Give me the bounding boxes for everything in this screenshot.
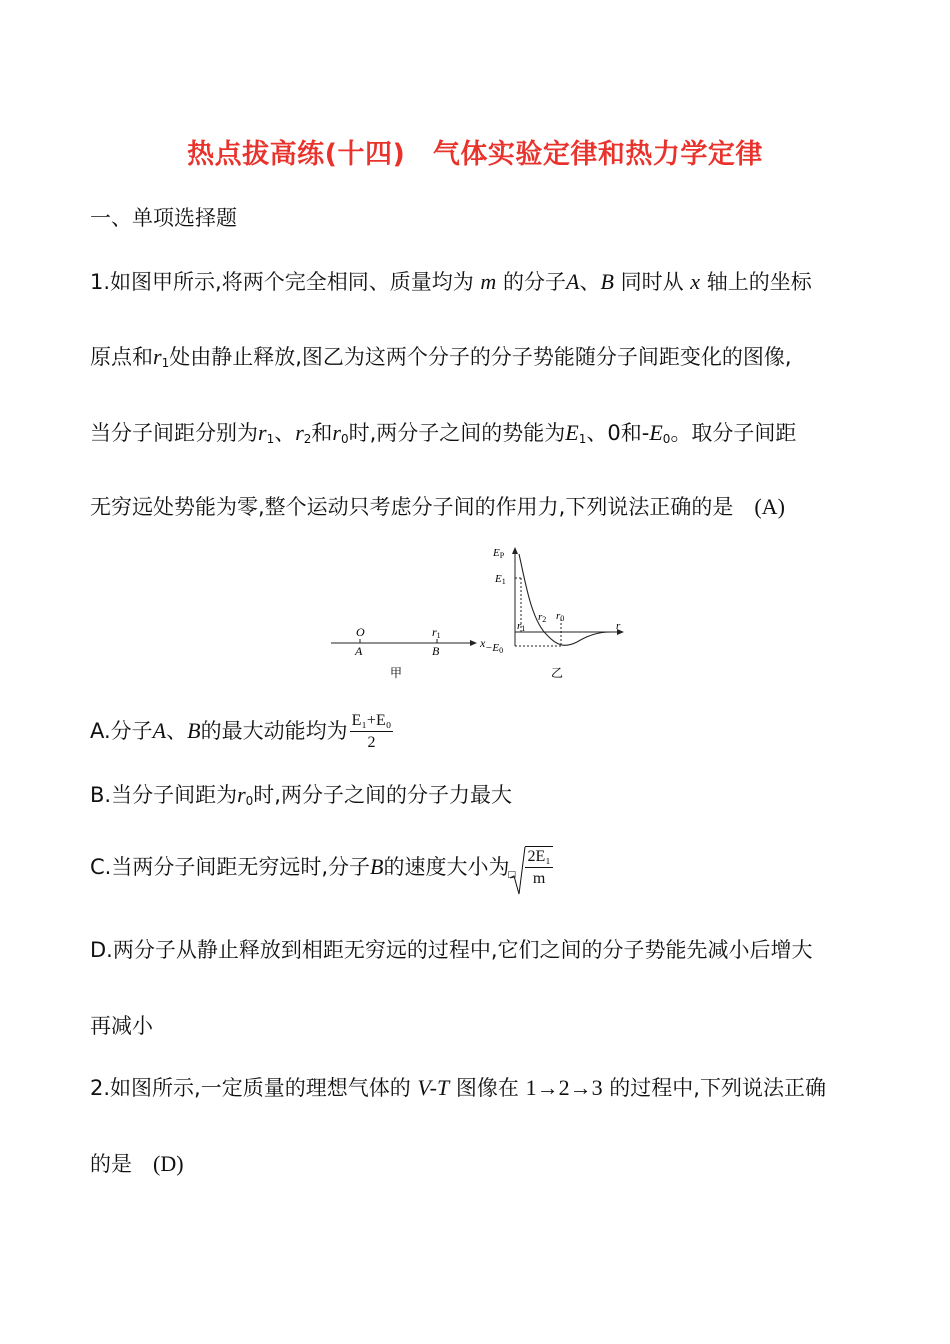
q2-line-2: 的是 (D) xyxy=(90,1151,184,1176)
yi-negE0-label: −E0 xyxy=(485,642,504,655)
q2-answer: (D) xyxy=(153,1151,184,1176)
option-b[interactable]: B.当分子间距为$r_0$时,两分子之间的分子力最大 xyxy=(90,782,512,808)
jia-B-label: B xyxy=(432,644,440,658)
option-c[interactable]: C.当两分子间距无穷远时,分子B的速度大小为 □ $\frac{\text{2E₁}}{m}$ xyxy=(90,846,553,890)
yi-E1-label: E1 xyxy=(495,573,506,586)
q2-line-1: 2.如图所示,一定质量的理想气体的 V-T 图像在 1→2→3 的过程中,下列说法正确 xyxy=(90,1075,826,1100)
yi-caption: 乙 xyxy=(551,666,564,680)
sqrt-expression: □ $\frac{\text{2E₁}}{m}$ xyxy=(509,846,552,890)
jia-r1-label: r1 xyxy=(432,625,441,640)
option-d-cont: 再减小 xyxy=(90,1014,153,1038)
q1-line-1: 1.如图甲所示,将两个完全相同、质量均为 m 的分子A、B 同时从 x 轴上的坐标 xyxy=(90,269,812,294)
fraction-e1-e0-over-2: $\frac{\text{E₁+E₀}}{2}$ xyxy=(351,711,392,751)
jia-O-label: O xyxy=(356,625,365,639)
yi-Ep-label: EP xyxy=(493,547,505,560)
yi-r2-label: r2 xyxy=(538,611,547,624)
q1-line-4: 无穷远处势能为零,整个运动只考虑分子间的作用力,下列说法正确的是 (A) xyxy=(90,494,785,519)
jia-caption: 甲 xyxy=(390,666,403,680)
q1-line-2: 原点和$r_1$处由静止释放,图乙为这两个分子的分子势能随分子间距变化的图像, xyxy=(90,344,792,370)
jia-x-label: x xyxy=(480,636,486,650)
yi-r1-label: r1 xyxy=(517,620,526,633)
q1-answer: (A) xyxy=(754,494,785,519)
figure-jia-yi xyxy=(325,540,645,685)
option-d[interactable]: D.两分子从静止释放到相距无穷远的过程中,它们之间的分子势能先减小后增大 xyxy=(90,938,813,962)
page-title: 热点拔高练(十四) 气体实验定律和热力学定律 xyxy=(187,139,763,170)
option-a[interactable]: A.分子A、B的最大动能均为 $\frac{\text{E₁+E₀}}{2}$ xyxy=(90,703,393,759)
yi-r-axis-label: r xyxy=(616,620,621,632)
section-heading: 一、单项选择题 xyxy=(90,206,237,230)
yi-r0-label: r0 xyxy=(556,610,565,623)
q1-line-3: 当分子间距分别为$r_1$、$r_2$和$r_0$时,两分子之间的势能为$E_1$、0和$-E_0$。取分子间距 xyxy=(90,420,797,446)
jia-A-label: A xyxy=(355,644,363,658)
